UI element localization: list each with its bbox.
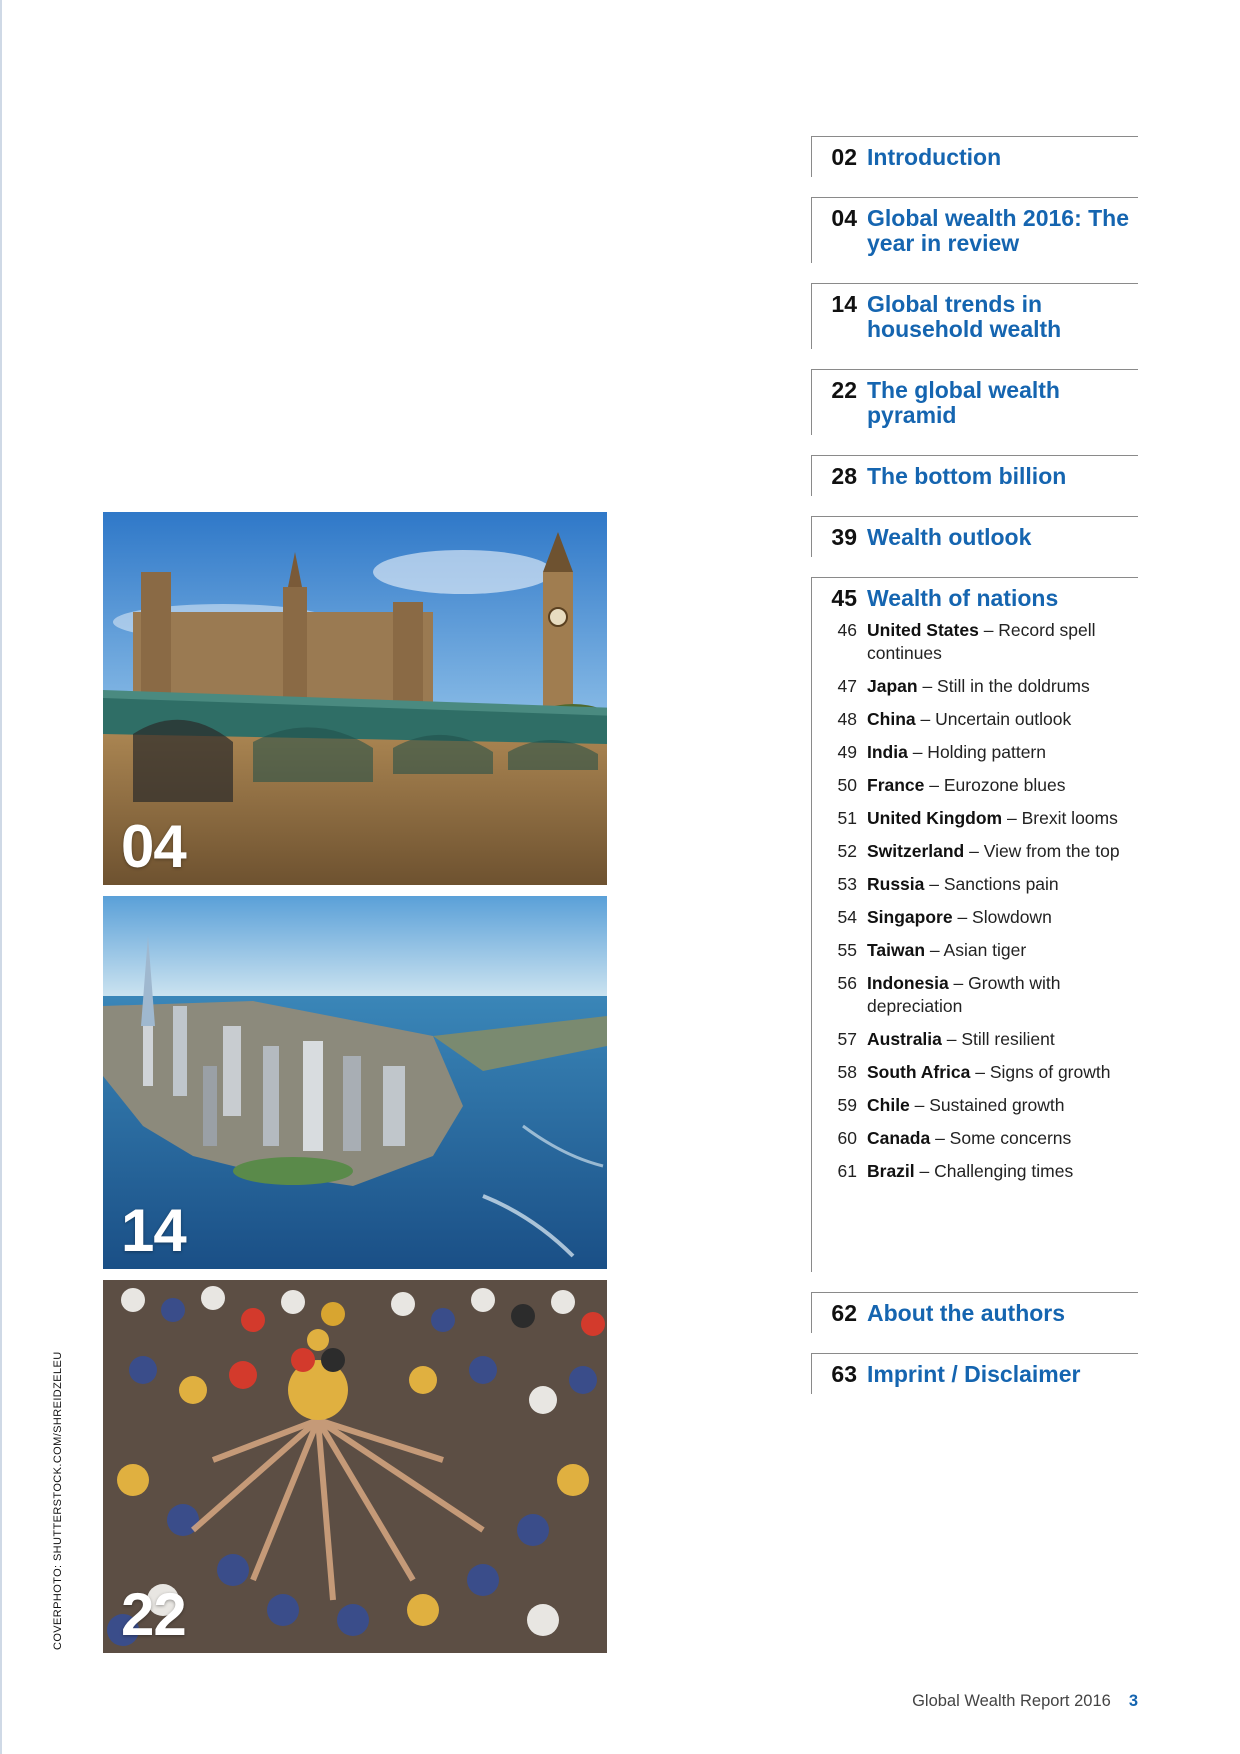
list-item[interactable]: 60 Canada – Some concerns	[837, 1128, 1072, 1148]
toc-title[interactable]: Wealth of nations	[867, 585, 1059, 611]
toc-title[interactable]: Wealth outlook	[867, 524, 1032, 550]
list-item[interactable]: 49 India – Holding pattern	[837, 742, 1046, 762]
toc-page-number: 22	[831, 377, 857, 403]
list-item[interactable]: 47 Japan – Still in the doldrums	[837, 676, 1090, 696]
photo-page-number: 14	[121, 1197, 186, 1264]
toc-page-number: 04	[831, 205, 857, 231]
list-item[interactable]: 53 Russia – Sanctions pain	[837, 874, 1059, 894]
toc-title[interactable]: The bottom billion	[867, 463, 1067, 489]
list-item[interactable]: 58 South Africa – Signs of growth	[837, 1062, 1111, 1082]
photo-page-number: 04	[121, 813, 186, 880]
toc-title[interactable]: Global wealth 2016: The year in review	[867, 205, 1130, 256]
toc-title[interactable]: Introduction	[867, 144, 1002, 170]
toc-page-number: 39	[831, 524, 857, 550]
photo-new-york	[103, 896, 607, 1269]
list-item[interactable]: 57 Australia – Still resilient	[837, 1029, 1055, 1049]
photo-human-tower	[103, 1280, 607, 1653]
list-item[interactable]: 55 Taiwan – Asian tiger	[837, 940, 1027, 960]
toc-page-number: 62	[831, 1300, 857, 1326]
toc-entry[interactable]	[811, 1292, 1138, 1333]
toc-title[interactable]: Global trends in household wealth	[867, 291, 1062, 342]
list-item[interactable]: 56 Indonesia – Growth with depreciation	[837, 973, 1061, 1016]
toc-entry[interactable]	[811, 369, 1138, 435]
nations-list	[812, 611, 1138, 1183]
toc-entry[interactable]	[811, 455, 1138, 496]
photo-credit: COVERPHOTO: SHUTTERSTOCK.COM/SHREIDZELEU	[52, 1351, 64, 1650]
list-item[interactable]: 48 China – Uncertain outlook	[837, 709, 1072, 729]
page-edge	[0, 0, 2, 1754]
list-item[interactable]: 54 Singapore – Slowdown	[837, 907, 1052, 927]
toc-entry[interactable]	[811, 1353, 1138, 1394]
toc-title[interactable]: About the authors	[867, 1300, 1066, 1326]
toc-page-number: 63	[831, 1361, 857, 1387]
toc-entry[interactable]	[811, 136, 1138, 177]
list-item[interactable]: 52 Switzerland – View from the top	[837, 841, 1120, 861]
list-item[interactable]: 61 Brazil – Challenging times	[837, 1161, 1074, 1181]
toc-entry[interactable]	[811, 283, 1138, 349]
toc-title[interactable]: The global wealth pyramid	[867, 377, 1060, 428]
footer-title: Global Wealth Report 2016	[912, 1692, 1111, 1710]
toc-page-number: 28	[831, 463, 857, 489]
photo-page-number: 22	[121, 1581, 186, 1648]
toc-page-number: 14	[831, 291, 857, 317]
list-item[interactable]: 59 Chile – Sustained growth	[837, 1095, 1065, 1115]
photo-london	[103, 512, 607, 885]
list-item[interactable]: 51 United Kingdom – Brexit looms	[837, 808, 1118, 828]
toc-entry-wealth-of-nations[interactable]	[811, 577, 1138, 1272]
toc-title[interactable]: Imprint / Disclaimer	[867, 1361, 1081, 1387]
page-footer	[912, 1692, 1138, 1711]
page-number: 3	[1128, 1692, 1138, 1710]
toc-page-number: 02	[831, 144, 857, 170]
toc-entry[interactable]	[811, 516, 1138, 557]
toc-page-number: 45	[831, 585, 857, 611]
table-of-contents	[811, 136, 1138, 1394]
list-item[interactable]: 46 United States – Record spell continues	[837, 620, 1096, 663]
toc-entry[interactable]	[811, 197, 1138, 263]
list-item[interactable]: 50 France – Eurozone blues	[837, 775, 1066, 795]
